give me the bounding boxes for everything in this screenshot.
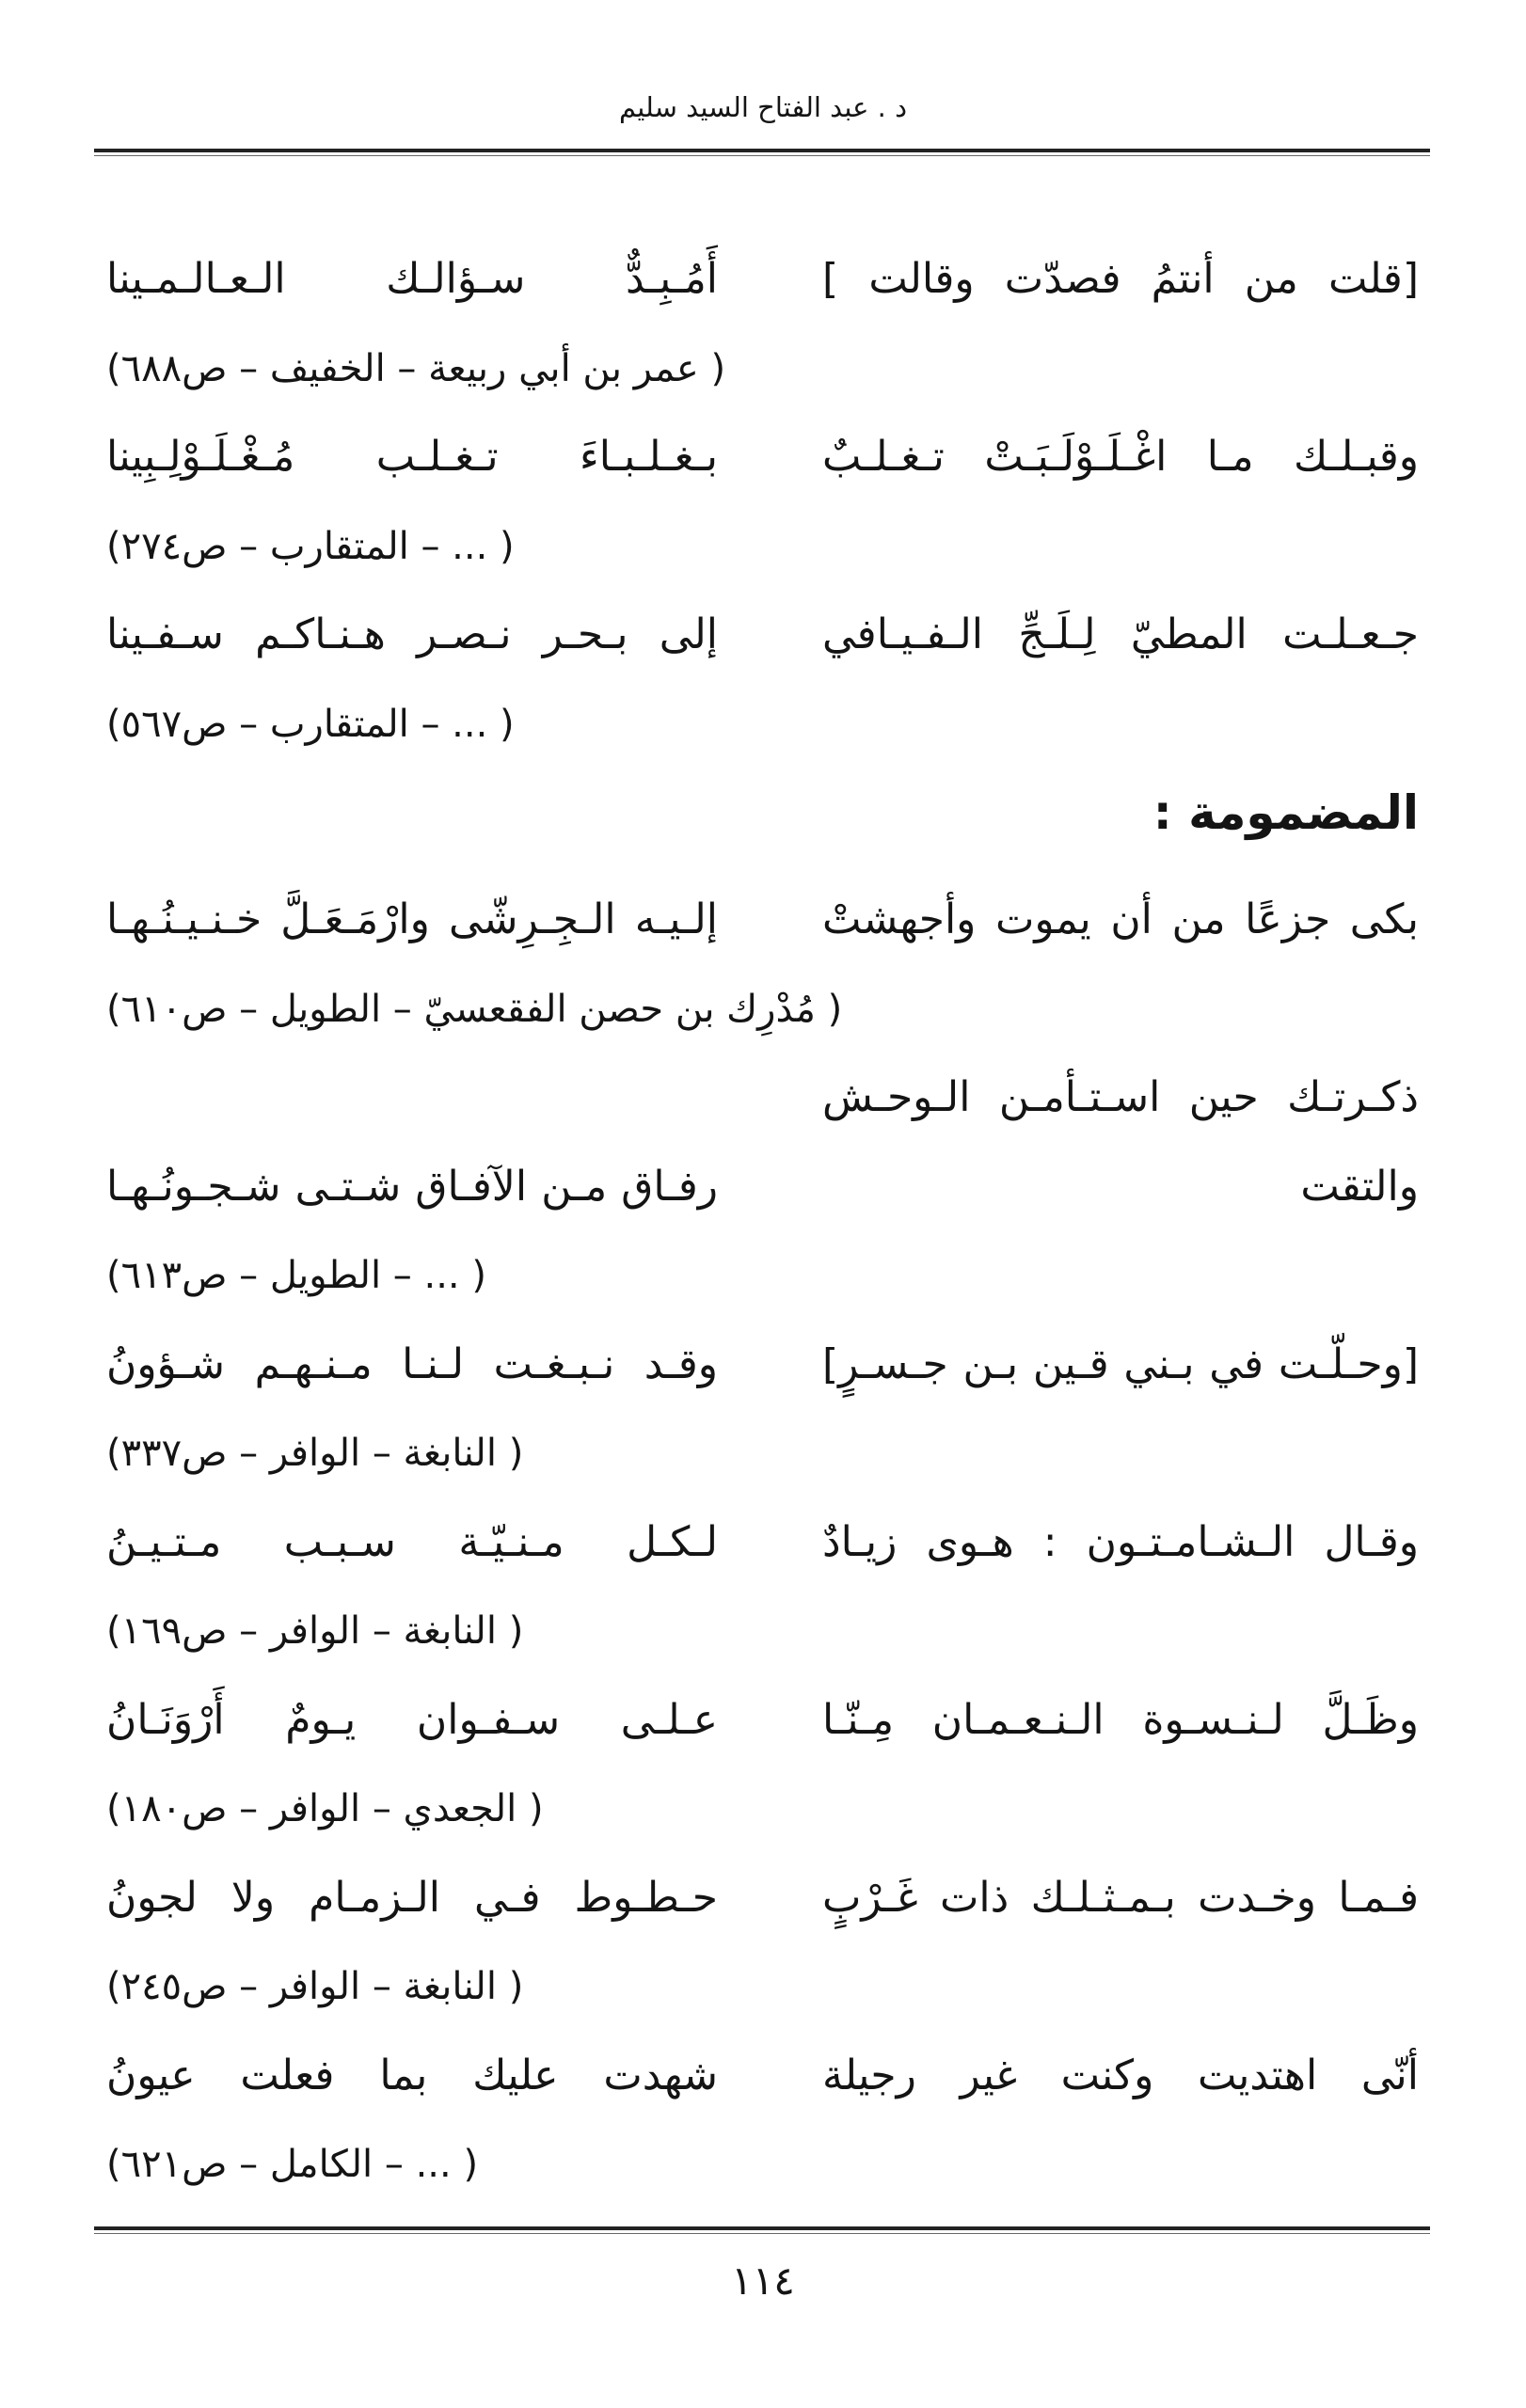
- page-body: [0, 235, 1526, 2210]
- citation: ( عمر بن أبي ربيعة – الخفيف – ص٦٨٨): [106, 346, 726, 390]
- second-hemistich: عـلـى سـفـوان يـومٌ أَرْوَنَـانُ: [106, 1695, 718, 1744]
- citation-line: [0, 1765, 1526, 1854]
- section-heading: المضمومة :: [1152, 785, 1419, 840]
- citation-line: [0, 1409, 1526, 1498]
- citation: ( الجعدي – الوافر – ص١٨٠): [106, 1787, 544, 1830]
- citation-line: [0, 680, 1526, 769]
- citation-line: [0, 1942, 1526, 2032]
- citation: ( ... – المتقارب – ص٥٦٧): [106, 702, 515, 746]
- first-hemistich: وظَـلَّ لـنـسـوة الـنـعـمـان مِـنّـا: [822, 1695, 1419, 1744]
- second-hemistich: إلى بـحـر نـصـر هـنـاكـم سـفـينا: [106, 610, 718, 658]
- first-hemistich: جـعـلـت المطيّ لِـلَـجِّ الـفـيـافي: [822, 610, 1419, 658]
- second-hemistich: لـكـل مـنـيّـة سـبـب مـتـيـنُ: [106, 1517, 718, 1566]
- verse-line: [0, 1498, 1526, 1588]
- first-hemistich: فـمـا وخـدت بـمـثـلـك ذات غَـرْبٍ: [822, 1873, 1419, 1922]
- second-hemistich: أَمُـبِـدٌّ سـؤالـك الـعـالـمـينا: [106, 255, 718, 303]
- citation: ( ... – الكامل – ص٦٢١): [106, 2143, 479, 2186]
- verse-line: [0, 2032, 1526, 2121]
- verse-line: [0, 1143, 1526, 1232]
- second-hemistich: وقـد نـبـغـت لـنـا مـنـهـم شـؤونُ: [106, 1339, 718, 1388]
- second-hemistich: بـغـلـبـاءَ تـغـلـب مُـغْـلَـوْلِـبِينا: [106, 433, 718, 481]
- citation: ( النابغة – الوافر – ص٣٣٧): [106, 1432, 524, 1475]
- citation-line: [0, 502, 1526, 592]
- verse-line: [0, 235, 1526, 325]
- verse-line: [0, 876, 1526, 965]
- footer-rule: [94, 2226, 1430, 2234]
- first-hemistich: أنّى اهتديت وكنت غير رجيلة: [822, 2051, 1419, 2099]
- page-number: ١١٤: [731, 2258, 795, 2304]
- second-hemistich: شهدت عليك بما فعلت عيونُ: [106, 2051, 718, 2099]
- citation: ( النابغة – الوافر – ص١٦٩): [106, 1609, 524, 1653]
- first-hemistich: وقبـلـك مـا اغْـلَـوْلَـبَـتْ تـغـلـبٌ: [822, 433, 1419, 481]
- first-hemistich: ذكـرتـك حين اسـتـأمـن الـوحـش: [822, 1073, 1419, 1121]
- citation-line: [0, 1231, 1526, 1321]
- verse-line: [0, 1321, 1526, 1410]
- second-hemistich: إلـيـه الـجِـرِشّى وارْمَـعَـلَّ خـنـيـنُـهـا: [106, 895, 718, 943]
- citation: ( مُدْرِك بن حصن الفقعسيّ – الطويل – ص٦١٠): [106, 987, 843, 1031]
- verse-line: [0, 413, 1526, 502]
- citation: ( ... – المتقارب – ص٢٧٤): [106, 524, 515, 568]
- first-hemistich: [وحـلّـت في بـني قـين بـن جـسـرٍ]: [822, 1339, 1419, 1388]
- section-heading-row: [0, 768, 1526, 876]
- first-hemistich: بكى جزعًا من أن يموت وأجهشتْ: [822, 895, 1419, 943]
- running-header: د . عبد الفتاح السيد سليم: [618, 91, 908, 123]
- second-hemistich: رفـاق مـن الآفـاق شـتـى شـجـونُـهـا: [106, 1162, 718, 1211]
- verse-line: [0, 591, 1526, 680]
- citation-line: [0, 965, 1526, 1054]
- header-rule: [94, 149, 1430, 156]
- citation-line: [0, 2120, 1526, 2210]
- first-hemistich: وقـال الـشـامـتـون : هـوى زيـادٌ: [822, 1517, 1419, 1566]
- verse-line: [0, 1676, 1526, 1766]
- citation-line: [0, 1587, 1526, 1676]
- citation: ( ... – الطويل – ص٦١٣): [106, 1254, 486, 1297]
- verse-line: [0, 1854, 1526, 1943]
- second-hemistich: حـطـوط فـي الـزمـام ولا لجونُ: [106, 1873, 718, 1922]
- citation: ( النابغة – الوافر – ص٢٤٥): [106, 1965, 524, 2008]
- verse-line: [0, 1054, 1526, 1143]
- first-hemistich: [قلت من أنتمُ فصدّت وقالت ]: [822, 255, 1419, 303]
- citation-line: [0, 325, 1526, 414]
- first-hemistich-end: والتقت: [1300, 1162, 1419, 1211]
